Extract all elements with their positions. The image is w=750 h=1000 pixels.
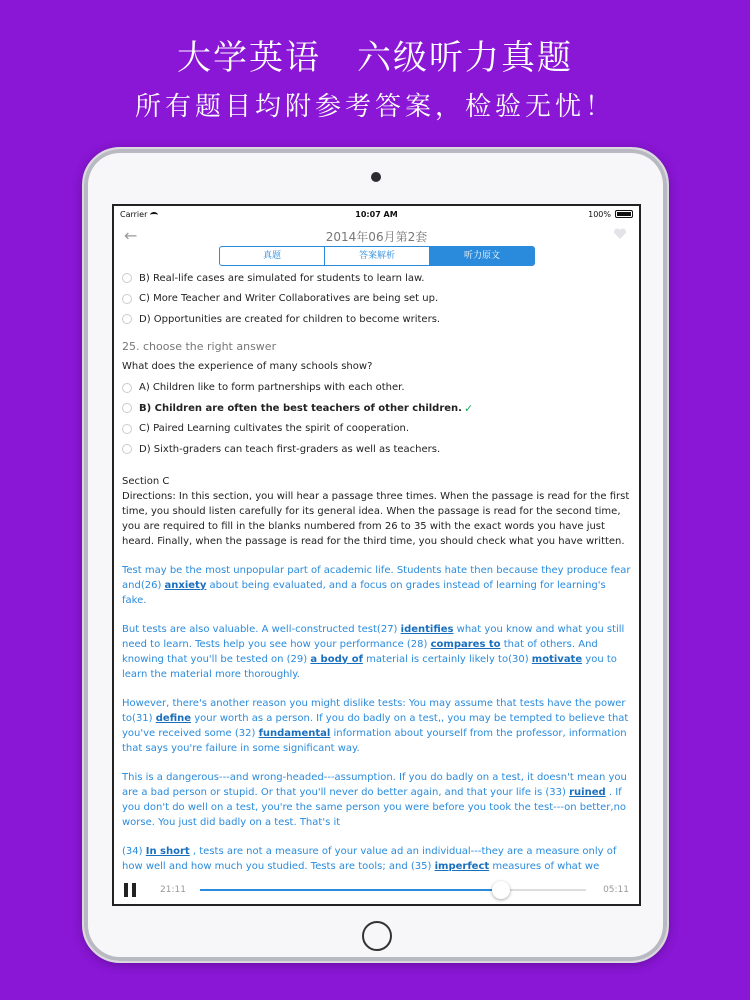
question-title: 25. choose the right answer — [122, 339, 277, 353]
blank-answer: ruined — [569, 786, 606, 798]
tab-answer-analysis[interactable]: 答案解析 — [325, 247, 430, 265]
passage-paragraph: (34) In short , tests are not a measure of your value ad an individual---they are a measure only of how well and how much you studied. Tests are tools; and (35) imperfect measures of what we — [122, 845, 617, 872]
radio-icon[interactable] — [122, 403, 132, 413]
camera-dot — [371, 172, 381, 182]
promo-headline: 大学英语 六级听力真题 — [177, 38, 573, 78]
promo-subline: 所有题目均附参考答案，检验无忧！ — [134, 92, 615, 122]
answer-option-a[interactable]: A) Children like to form partnerships with each other. — [122, 378, 631, 399]
status-time: 10:07 AM — [355, 210, 398, 219]
passage-paragraph: This is a dangerous---and wrong-headed---assumption. If you do badly on a test, it doesn't mean you are a bad person or stupid. Or that you'll never do better again, and that your life is (33) ruined . If you don't do well on a test, you're the same person you were before you took the test---on better,no worse. You just did badly on a test. That's it — [122, 771, 627, 828]
blank-answer: imperfect — [434, 860, 490, 872]
section-heading: Section C — [122, 475, 170, 487]
blank-answer: anxiety — [164, 579, 207, 591]
battery-percent: 100% — [588, 210, 611, 219]
radio-icon[interactable] — [122, 314, 132, 324]
passage-paragraph: But tests are also valuable. A well-constructed test(27) identifies what you know and what you still need to learn. Tests help you see how your performance (28) compares to that of others. And knowing that you'll be tested on (29) a body of material is certainly likely to(30) motivate you to learn the material more thoroughly. — [122, 623, 625, 680]
page-title: 2014年06月第2套 — [325, 230, 428, 244]
radio-icon[interactable] — [122, 273, 132, 283]
home-button[interactable] — [362, 921, 392, 951]
progress-fill — [200, 889, 501, 891]
audio-player — [114, 876, 639, 904]
answer-option-d[interactable]: D) Sixth-graders can teach first-graders as well as teachers. — [122, 439, 631, 460]
heart-icon[interactable] — [613, 228, 627, 240]
total-time: 05:11 — [603, 885, 629, 895]
blank-answer: In short — [145, 845, 190, 857]
tab-questions[interactable]: 真题 — [220, 247, 325, 265]
blank-answer: identifies — [400, 623, 454, 635]
section-directions: Directions: In this section, you will hear a passage three times. When the passage is read for the first time, you should listen carefully for its general idea. When the passage is read for the second time, you are required to fill in the blanks numbered from 26 to 35 with the exact words you have just heard. Finally, when the passage is read for the third time, you should check what you have written. — [122, 490, 630, 547]
passage-paragraph: Test may be the most unpopular part of academic life. Students hate then because they produce fear and(26) anxiety about being evaluated, and a focus on grades instead of learning for learning's fake. — [122, 564, 631, 606]
blank-answer: compares to — [430, 638, 501, 650]
passage-paragraph: However, there's another reason you might dislike tests: You may assume that tests have the power to(31) define your worth as a person. If you do badly on a test,, you may be tempted to believe that you've received some (32) fundamental information about yourself from the professor, information that says you're failure in some significant way. — [122, 697, 629, 754]
answer-option[interactable]: D) Opportunities are created for children to become writers. — [122, 309, 631, 330]
answer-option-b[interactable]: B) Children are often the best teachers of other children. ✓ — [122, 398, 631, 419]
blank-answer: motivate — [531, 653, 583, 665]
answer-option[interactable]: B) Real-life cases are simulated for students to learn law. — [122, 268, 631, 289]
blank-answer: fundamental — [258, 727, 331, 739]
check-icon: ✓ — [463, 401, 474, 415]
answer-option[interactable]: C) More Teacher and Writer Collaboratives are being set up. — [122, 289, 631, 310]
elapsed-time: 21:11 — [160, 885, 186, 895]
carrier-label: Carrier — [120, 210, 158, 219]
status-bar — [114, 206, 639, 222]
tab-bar — [219, 246, 535, 266]
battery-icon — [615, 210, 633, 218]
app-screen — [112, 204, 641, 906]
tab-transcript[interactable]: 听力原文 — [430, 247, 534, 265]
back-arrow-icon[interactable]: ← — [124, 226, 138, 245]
radio-icon[interactable] — [122, 294, 132, 304]
radio-icon[interactable] — [122, 424, 132, 434]
answer-option-c[interactable]: C) Paired Learning cultivates the spirit of cooperation. — [122, 419, 631, 440]
nav-bar — [114, 222, 639, 248]
radio-icon[interactable] — [122, 383, 132, 393]
tablet-device — [82, 147, 669, 963]
question-prompt: What does the experience of many schools show? — [122, 360, 373, 372]
progress-track[interactable] — [200, 889, 586, 891]
radio-icon[interactable] — [122, 444, 132, 454]
progress-thumb[interactable] — [492, 881, 510, 899]
blank-answer: define — [155, 712, 192, 724]
blank-answer: a body of — [310, 653, 363, 665]
pause-icon[interactable] — [124, 883, 136, 897]
transcript-content — [114, 268, 639, 872]
